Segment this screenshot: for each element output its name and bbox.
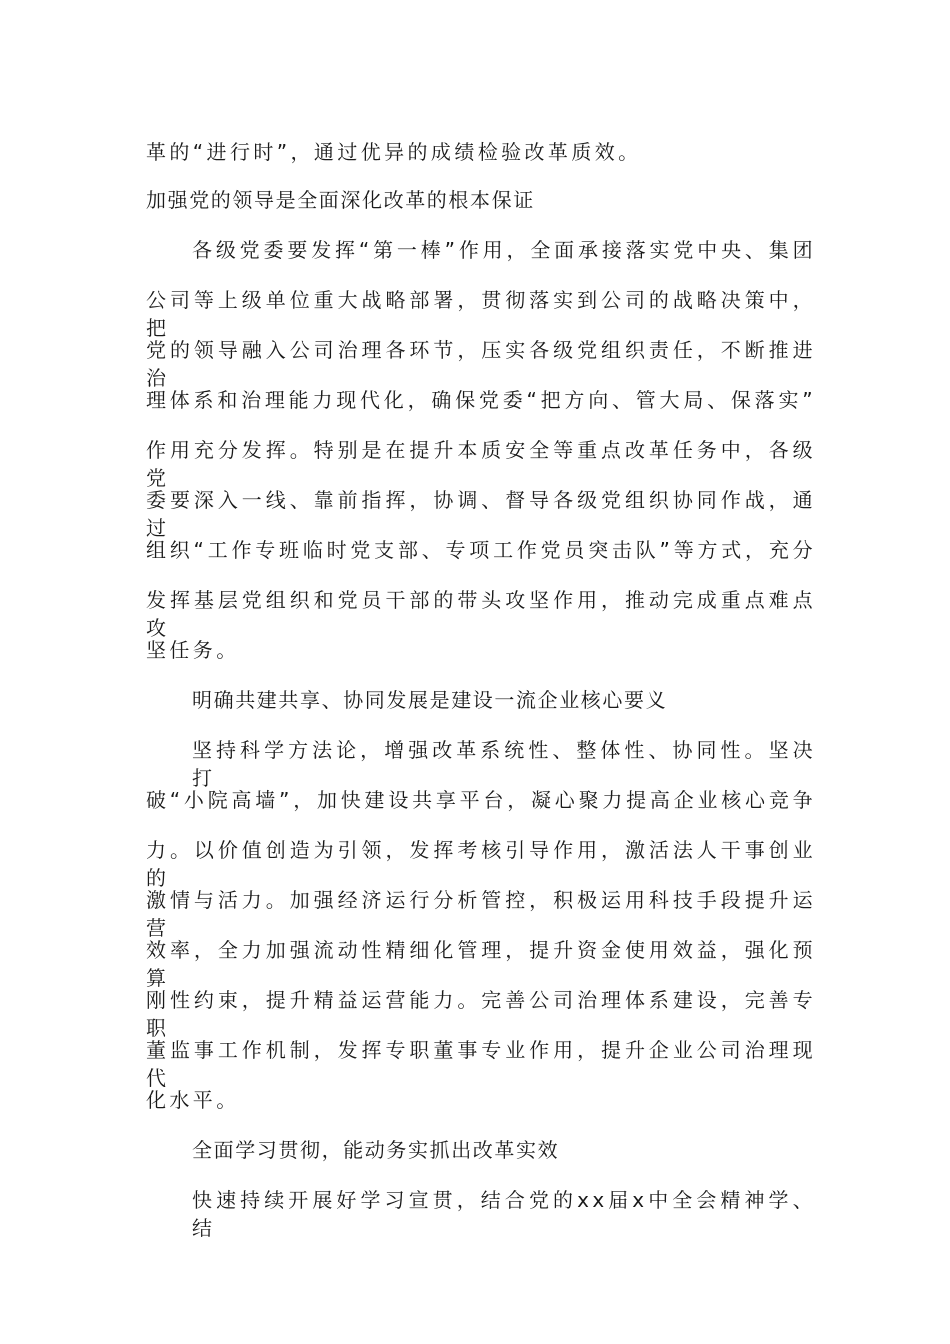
section-heading-party-leadership: 加强党的领导是全面深化改革的根本保证	[146, 188, 535, 212]
paragraph-line: 破“小院高墙”，加快建设共享平台，凝心聚力提高企业核心竞争	[146, 788, 816, 812]
paragraph-line: 公司等上级单位重大战略部署，贯彻落实到公司的战略决策中，把	[146, 288, 816, 340]
paragraph-line: 坚持科学方法论，增强改革系统性、整体性、协同性。坚决打	[192, 738, 816, 790]
paragraph-line: 效率，全力加强流动性精细化管理，提升资金使用效益，强化预算	[146, 938, 816, 990]
paragraph-line: 快速持续开展好学习宣贯，结合党的xx届x中全会精神学、结	[192, 1188, 816, 1240]
paragraph-line: 发挥基层党组织和党员干部的带头攻坚作用，推动完成重点难点攻	[146, 588, 816, 640]
paragraph-line: 理体系和治理能力现代化，确保党委“把方向、管大局、保落实”	[146, 388, 816, 412]
paragraph-line: 激情与活力。加强经济运行分析管控，积极运用科技手段提升运营	[146, 888, 816, 940]
section-heading-implementation: 全面学习贯彻，能动务实抓出改革实效	[192, 1138, 560, 1162]
paragraph-line-last: 坚任务。	[146, 638, 240, 662]
paragraph-line: 各级党委要发挥“第一棒”作用，全面承接落实党中央、集团	[192, 238, 816, 262]
paragraph-line: 委要深入一线、靠前指挥，协调、督导各级党组织协同作战，通过	[146, 488, 816, 540]
paragraph-line: 力。以价值创造为引领，发挥考核引导作用，激活法人干事创业的	[146, 838, 816, 890]
paragraph-line: 作用充分发挥。特别是在提升本质安全等重点改革任务中，各级党	[146, 438, 816, 490]
text-line-continuation: 革的“进行时”，通过优异的成绩检验改革质效。	[146, 140, 642, 164]
paragraph-line: 董监事工作机制，发挥专职董事专业作用，提升企业公司治理现代	[146, 1038, 816, 1090]
paragraph-line-last: 化水平。	[146, 1088, 240, 1112]
paragraph-line: 组织“工作专班临时党支部、专项工作党员突击队”等方式，充分	[146, 538, 816, 562]
section-heading-co-construction: 明确共建共享、协同发展是建设一流企业核心要义	[192, 688, 668, 712]
paragraph-line: 党的领导融入公司治理各环节，压实各级党组织责任，不断推进治	[146, 338, 816, 390]
paragraph-line: 刚性约束，提升精益运营能力。完善公司治理体系建设，完善专职	[146, 988, 816, 1040]
